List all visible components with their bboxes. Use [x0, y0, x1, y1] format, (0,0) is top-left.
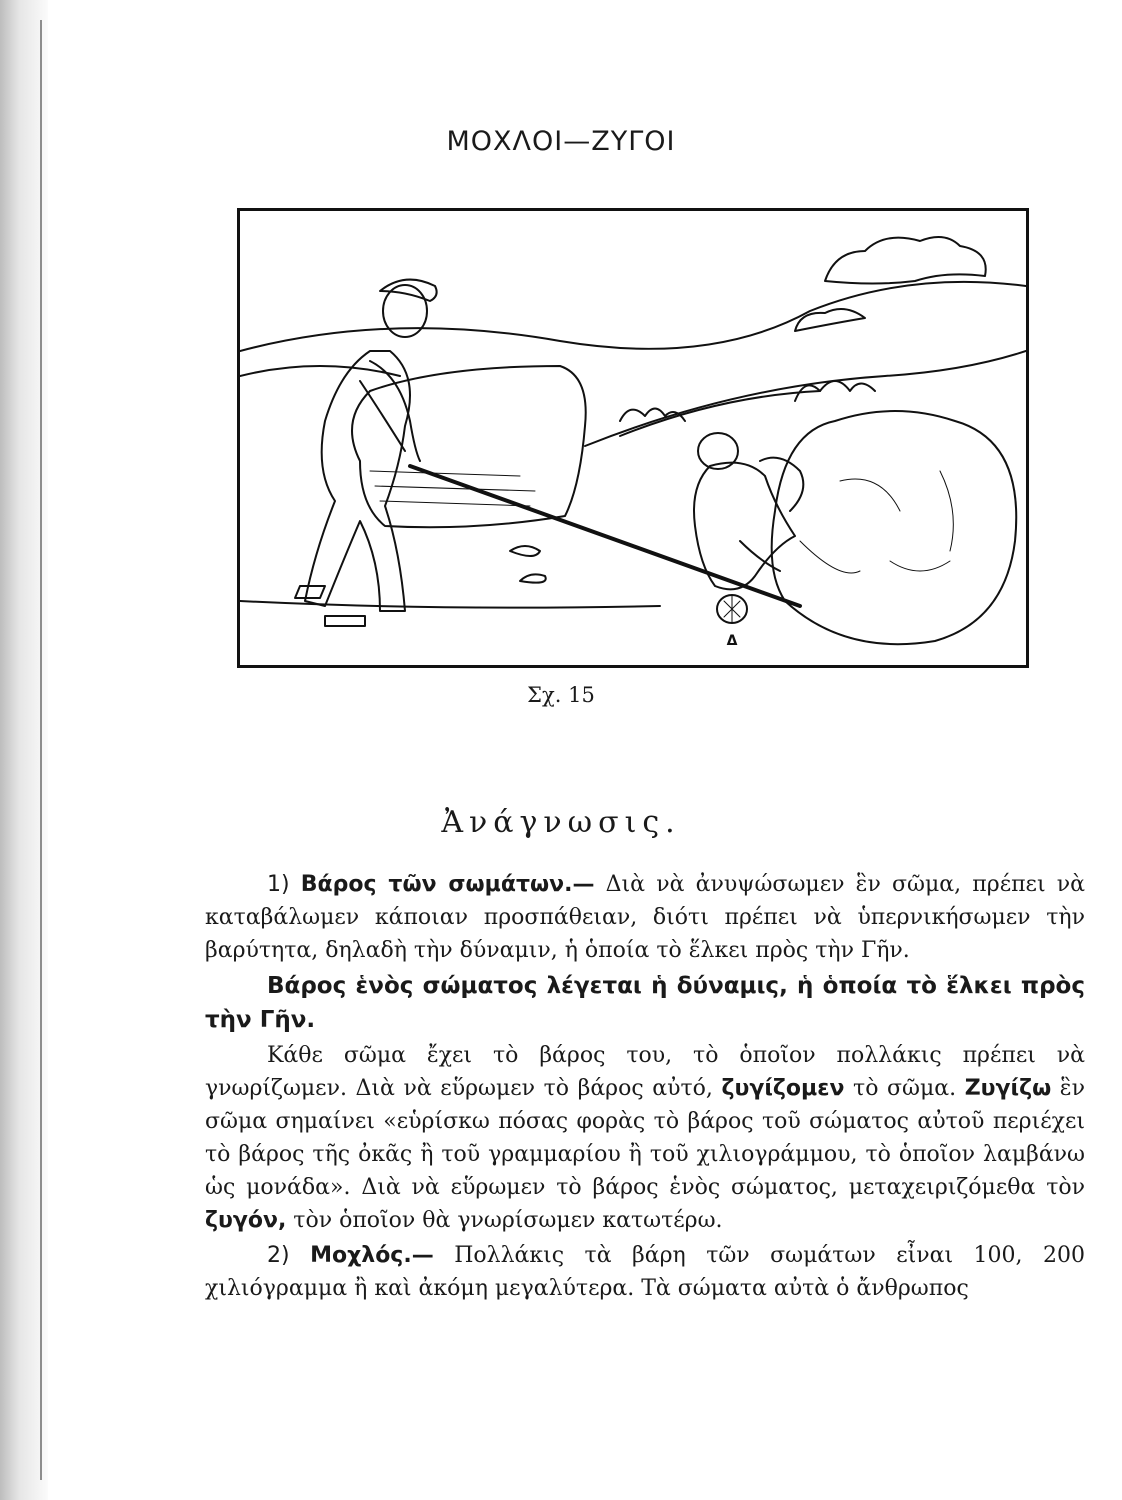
- paragraph-heading: Βάρος τῶν σωμάτων.—: [300, 872, 595, 897]
- horizon-line: [240, 282, 1026, 351]
- figure-caption: Σχ. 15: [527, 683, 595, 707]
- paragraph-number: 2): [267, 1243, 290, 1268]
- body-text: [205, 868, 1085, 1305]
- left-man-body: [305, 351, 410, 611]
- right-boulder: [772, 411, 1017, 644]
- paragraph-lever: [205, 1239, 1085, 1305]
- paragraph-weighing: [205, 1039, 1085, 1237]
- small-stones: [510, 546, 546, 583]
- lever-bar: [410, 466, 800, 606]
- paragraph-text: Κάθε σῶμα ἔχει τὸ βάρος του, τὸ ὁποῖον πολλάκις πρέπει νὰ γνωρίζωμεν. Διὰ νὰ εὕρωμεν τὸ βάρος αὐτό,: [205, 1043, 1085, 1101]
- running-head: ΜΟΧΛΟΙ—ΖΥΓΟΙ: [446, 126, 676, 157]
- emphasis-term: Ζυγίζω: [964, 1076, 1052, 1101]
- lever-illustration: [240, 211, 1026, 665]
- definition: Βάρος ἑνὸς σώματος λέγεται ἡ δύναμις, ἡ ὁποία τὸ ἕλκει πρὸς τὴν Γῆν.: [205, 973, 1085, 1033]
- paragraph-text: ἓν σῶμα σημαίνει «εὑρίσκω πόσας φορὰς τὸ βάρος τοῦ σώματος αὐτοῦ περιέχει τὸ βάρος τῆς ὀκᾶς ἢ τοῦ γραμμαρίου ἢ τοῦ χιλιογράμμου, τὸ ὁποῖον λαμβάνω ὡς μονάδα». Διὰ νὰ εὕρωμεν τὸ βάρος ἑνὸς σώματος, μεταχειριζόμεθα τὸν: [205, 1076, 1085, 1200]
- paragraph-text: Διὰ νὰ ἀνυψώσωμεν ἓν σῶμα, πρέπει νὰ καταβάλωμεν κάποιαν προσπάθειαν, διότι πρέπει νὰ ὑπερνικήσωμεν τὴν βαρύτητα, δηλαδὴ τὴν δύναμιν, ἡ ὁποία τὸ ἕλκει πρὸς τὴν Γῆν.: [205, 872, 1085, 963]
- section-title: Ἀνάγνωσις.: [441, 805, 681, 840]
- paragraph-weight: [205, 868, 1085, 967]
- paragraph-number: 1): [267, 872, 290, 897]
- page-edge: [0, 0, 48, 1500]
- fulcrum-label: Δ: [726, 633, 738, 649]
- paragraph-text: τὸν ὁποῖον θὰ γνωρίσωμεν κατωτέρω.: [286, 1208, 723, 1233]
- paragraph-heading: Μοχλός.—: [310, 1243, 434, 1268]
- cloud: [825, 237, 986, 284]
- figure-illustration: [237, 208, 1029, 668]
- emphasis-term: ζυγίζομεν: [721, 1076, 845, 1101]
- paragraph-text: τὸ σῶμα.: [844, 1076, 965, 1101]
- paragraph-text: Πολλάκις τὰ βάρη τῶν σωμάτων εἶναι 100, 200 χιλιόγραμμα ἢ καὶ ἀκόμη μεγαλύτερα. Τὰ σώματα αὐτὰ ὁ ἄνθρωπος: [205, 1243, 1086, 1301]
- emphasis-term: ζυγόν,: [205, 1208, 287, 1233]
